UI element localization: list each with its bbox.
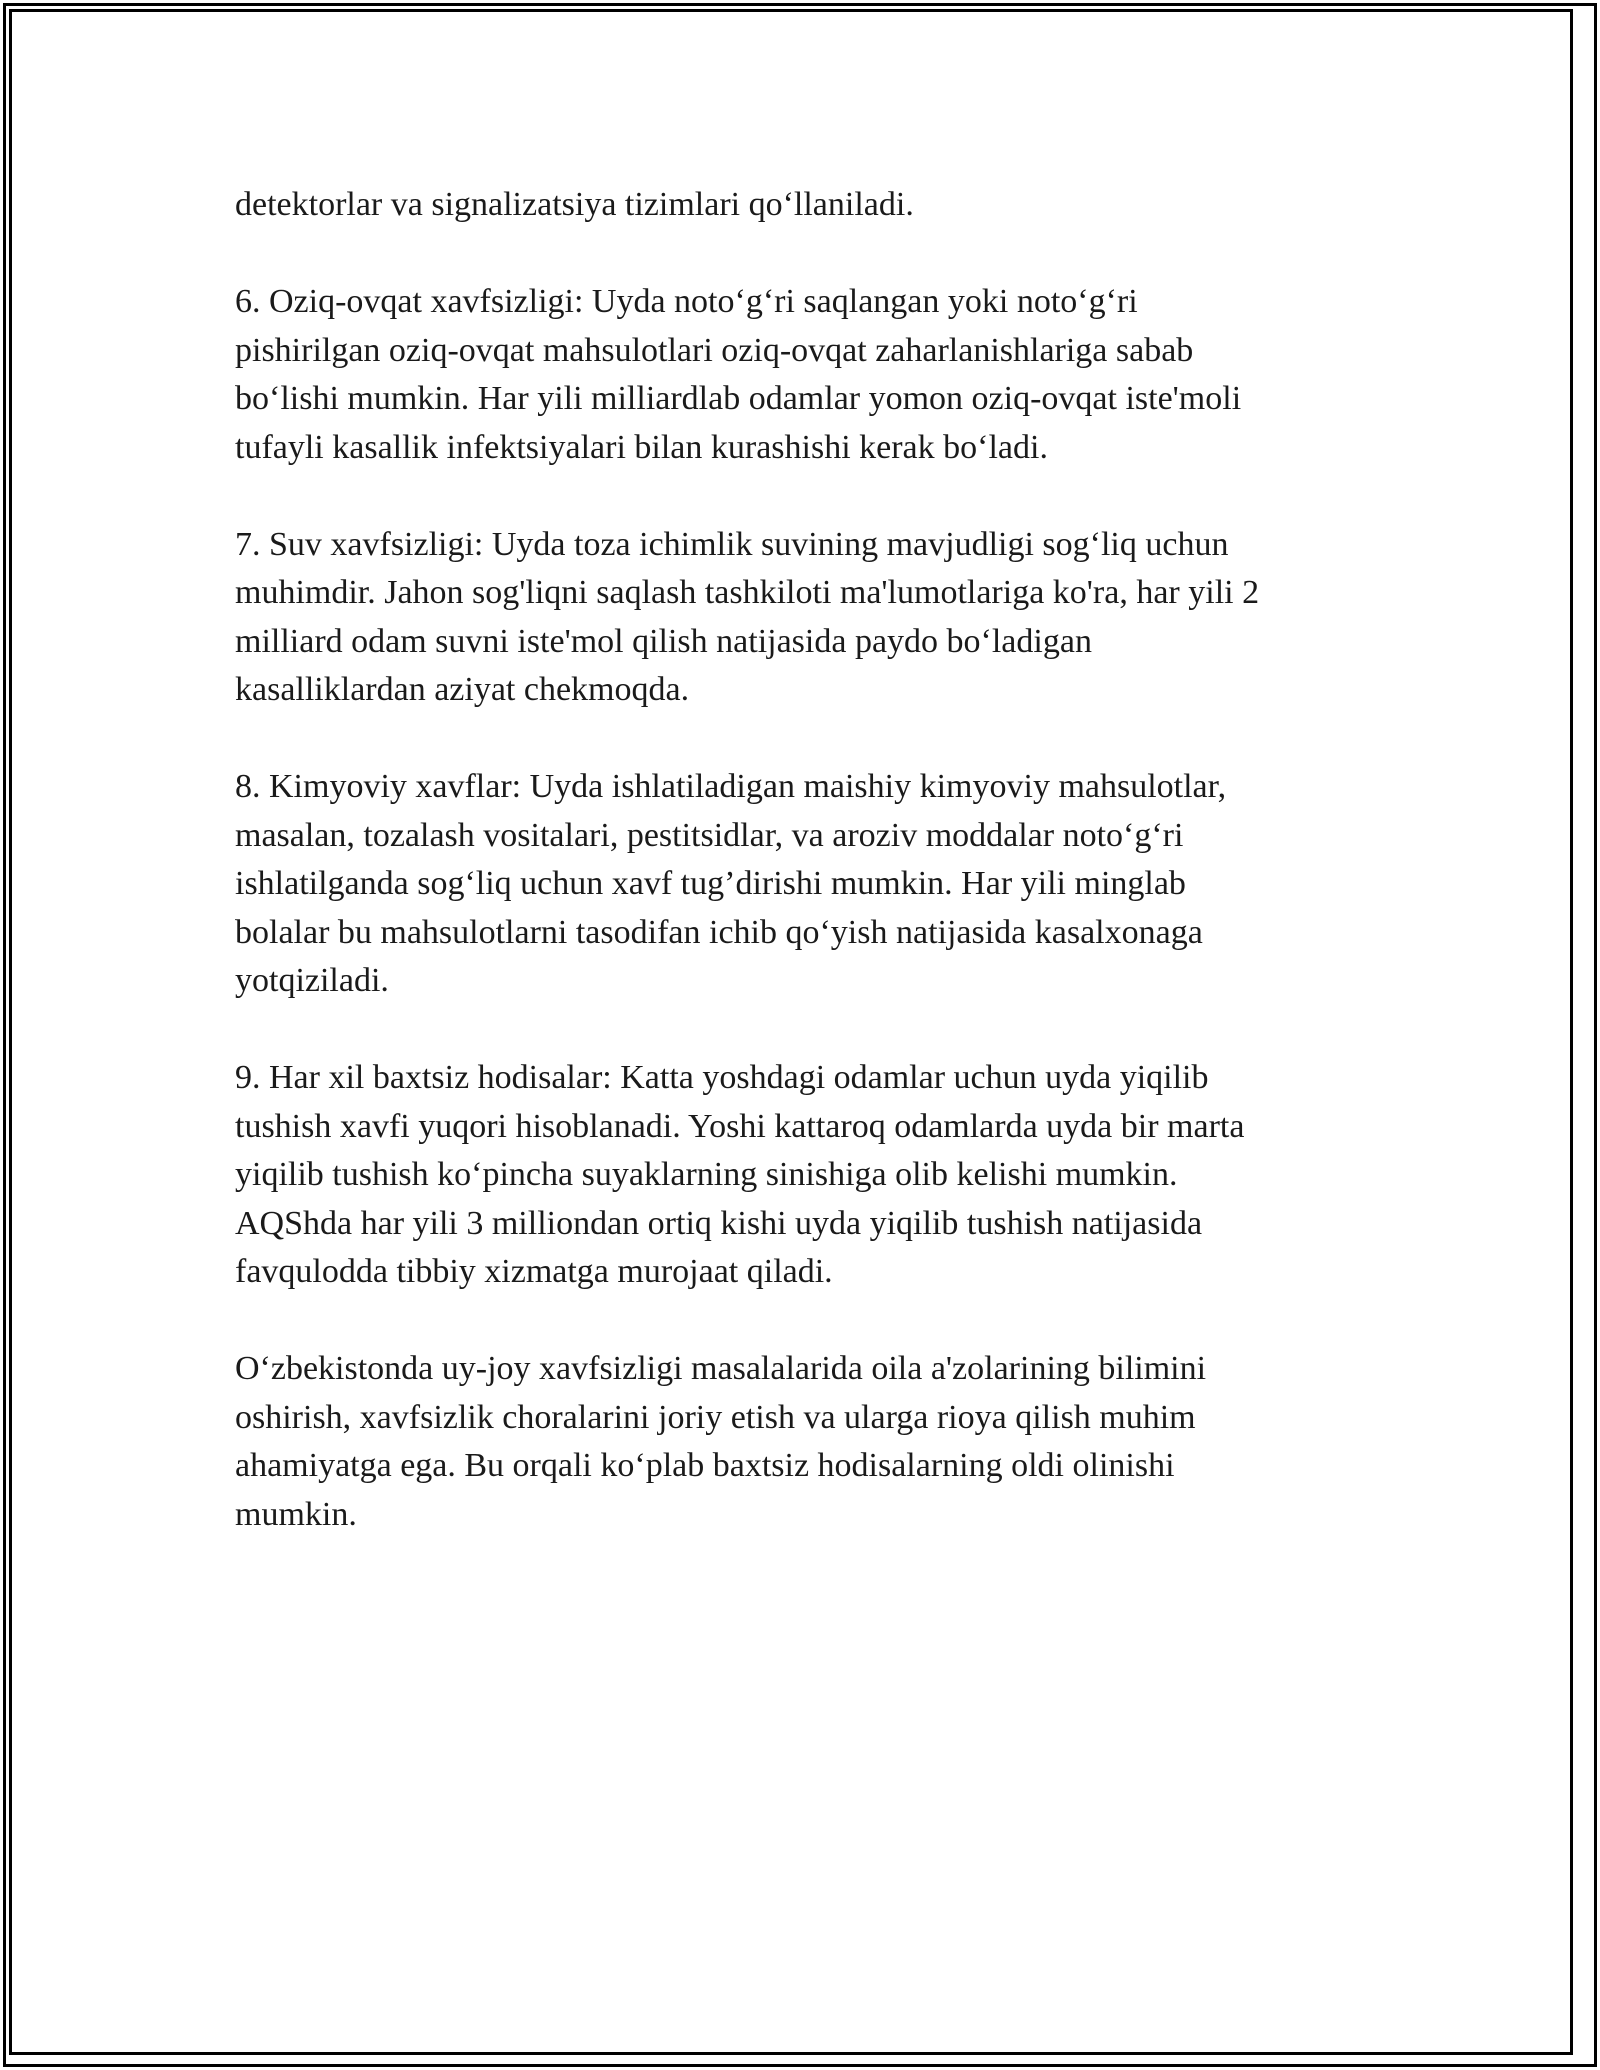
paragraph-conclusion: O‘zbekistonda uy-joy xavfsizligi masalalarida oila a'zolarining bilimini oshirish, xavfsizlik choralarini joriy etish va ularga rioya qilish muhim ahamiyatga ega. Bu orqali ko‘plab baxtsiz hodisalarning oldi olinishi mumkin. — [235, 1350, 1207, 1533]
paragraph-accidents: 9. Har xil baxtsiz hodisalar: Katta yoshdagi odamlar uchun uyda yiqilib tushish xavfi yuqori hisoblanadi. Yoshi kattaroq odamlarda uyda bir marta yiqilib tushish ko‘pincha suyaklarning sinishiga olib kelishi mumkin. AQShda har yili 3 milliondan ortiq kishi uyda yiqilib tushish natijasida favqulodda tibbiy xizmatga murojaat qiladi. — [235, 1059, 1245, 1290]
paragraph-chemical-hazards: 8. Kimyoviy xavflar: Uyda ishlatiladigan maishiy kimyoviy mahsulotlar, masalan, tozalash vositalari, pestitsidlar, va aroziv moddalar noto‘g‘ri ishlatilganda sog‘liq uchun xavf tug’dirishi mumkin. Har yili minglab bolalar bu mahsulotlarni tasodifan ichib qo‘yish natijasida kasalxonaga yotqiziladi. — [235, 768, 1227, 999]
paragraph-continuation: detektorlar va signalizatsiya tizimlari qo‘llaniladi. — [235, 186, 914, 223]
document-body — [235, 181, 1365, 1588]
paragraph-water-safety: 7. Suv xavfsizligi: Uyda toza ichimlik suvining mavjudligi sog‘liq uchun muhimdir. Jahon sog'liqni saqlash tashkiloti ma'lumotlariga ko'ra, har yili 2 milliard odam suvni iste'mol qilish natijasida paydo bo‘ladigan kasalliklardan aziyat chekmoqda. — [235, 525, 1260, 708]
paragraph-food-safety: 6. Oziq-ovqat xavfsizligi: Uyda noto‘g‘ri saqlangan yoki noto‘g‘ri pishirilgan oziq-ovqat mahsulotlari oziq-ovqat zaharlanishlariga sabab bo‘lishi mumkin. Har yili milliardlab odamlar yomon oziq-ovqat iste'moli tufayli kasallik infektsiyalari bilan kurashishi kerak bo‘ladi. — [235, 283, 1242, 466]
